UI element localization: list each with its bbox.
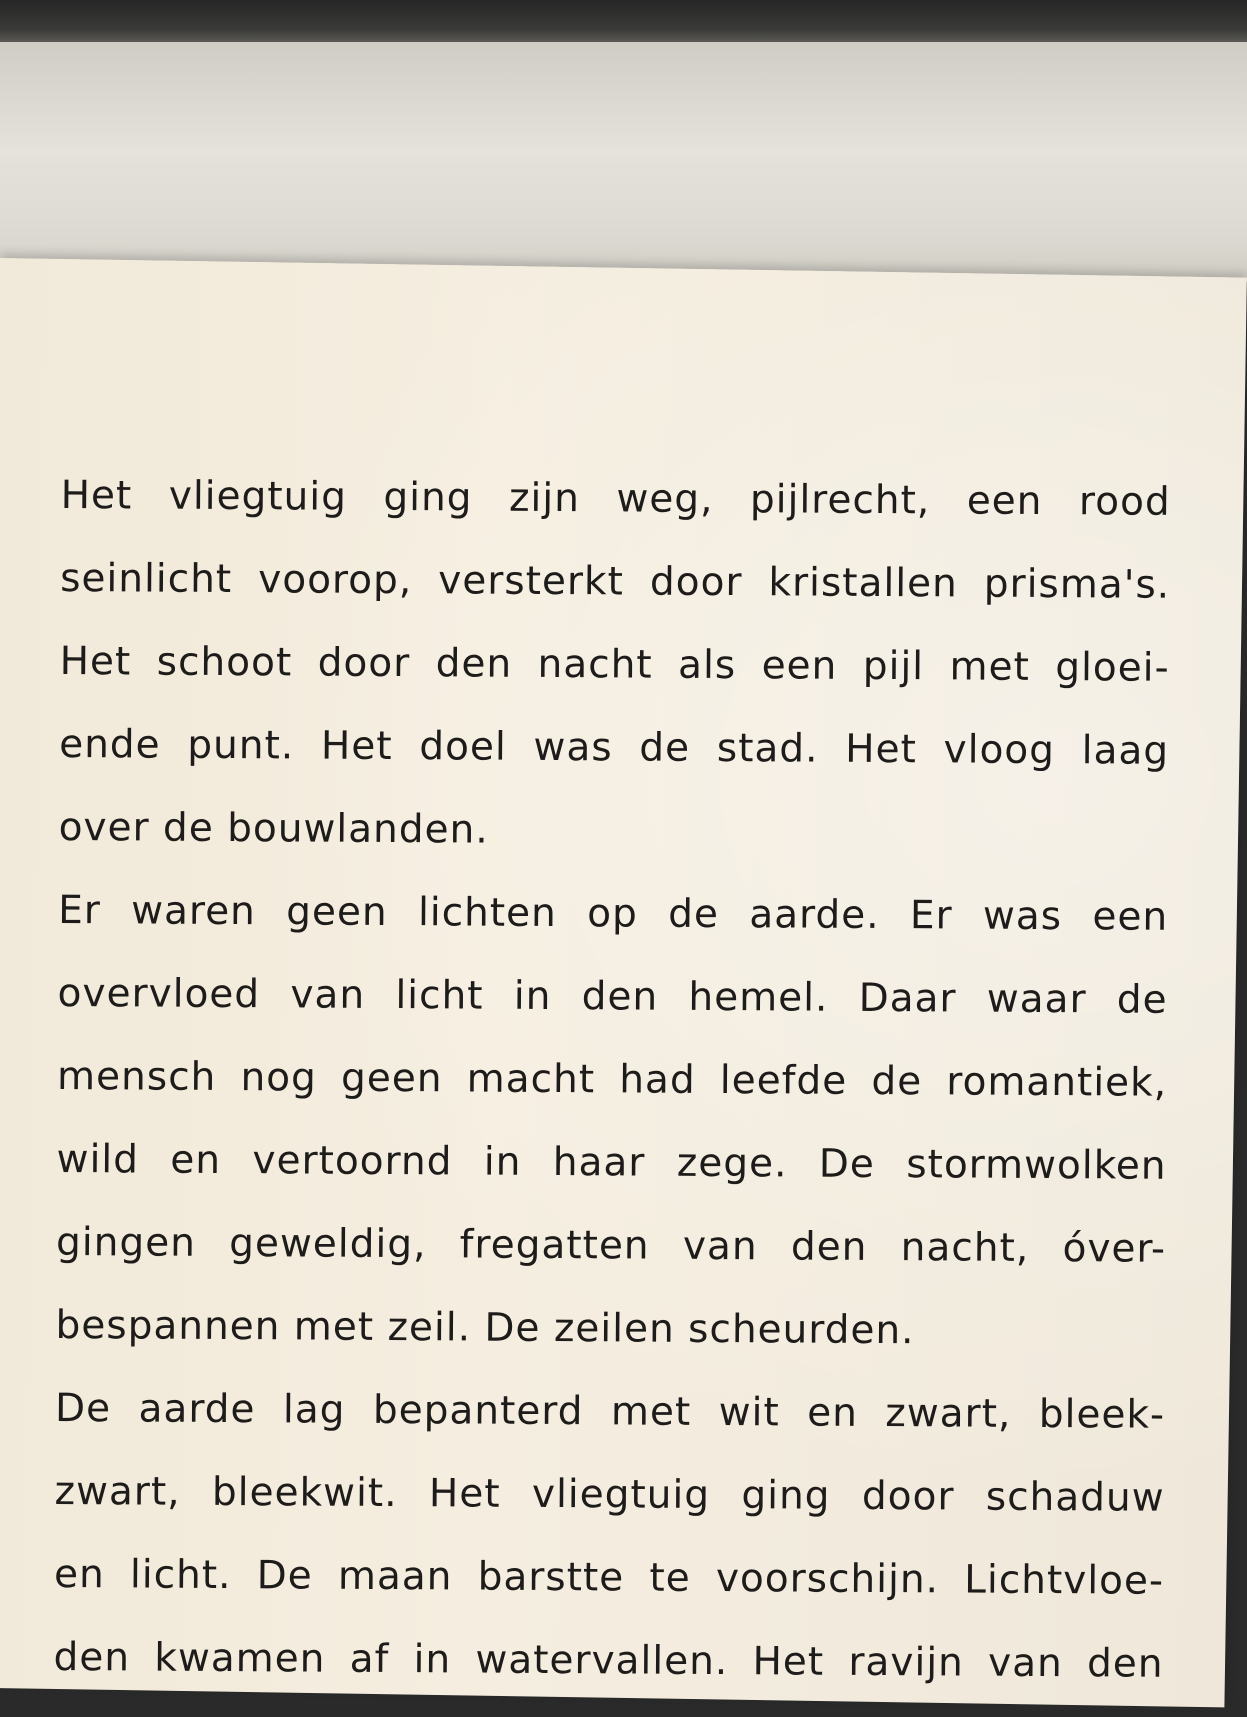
text-line: en licht. De maan barstte te voorschijn. Lichtvloe-	[53, 1551, 1165, 1604]
text-line: Het vliegtuig ging zijn weg, pijlrecht, een rood	[60, 472, 1171, 525]
text-line: bespannen met zeil. De zeilen scheurden.	[55, 1302, 915, 1354]
text-line: De aarde lag bepanterd met wit en zwart, bleek-	[54, 1385, 1166, 1438]
text-line: seinlicht voorop, versterkt door kristallen prisma's.	[60, 555, 1171, 608]
book-page	[0, 258, 1247, 1707]
text-line: ende punt. Het doel was de stad. Het vloog laag	[59, 721, 1170, 774]
text-line: den kwamen af in watervallen. Het ravijn van den	[53, 1634, 1164, 1687]
text-line: mensch nog geen macht had leefde de romantiek,	[56, 1053, 1168, 1106]
text-line: Het schoot door den nacht als een pijl met gloei-	[59, 638, 1170, 691]
text-line: overvloed van licht in den hemel. Daar waar de	[57, 970, 1168, 1023]
page-backing	[0, 42, 1247, 282]
text-line: gingen geweldig, fregatten van den nacht, óver-	[55, 1219, 1167, 1272]
text-line: zwart, bleekwit. Het vliegtuig ging door schaduw	[54, 1468, 1165, 1521]
text-line: over de bouwlanden.	[58, 804, 489, 853]
text-line: Er waren geen lichten op de aarde. Er was een	[58, 887, 1169, 940]
body-text	[53, 454, 1171, 1706]
scanner-top-edge	[0, 0, 1247, 42]
text-line: wild en vertoornd in haar zege. De stormwolken	[56, 1136, 1167, 1189]
